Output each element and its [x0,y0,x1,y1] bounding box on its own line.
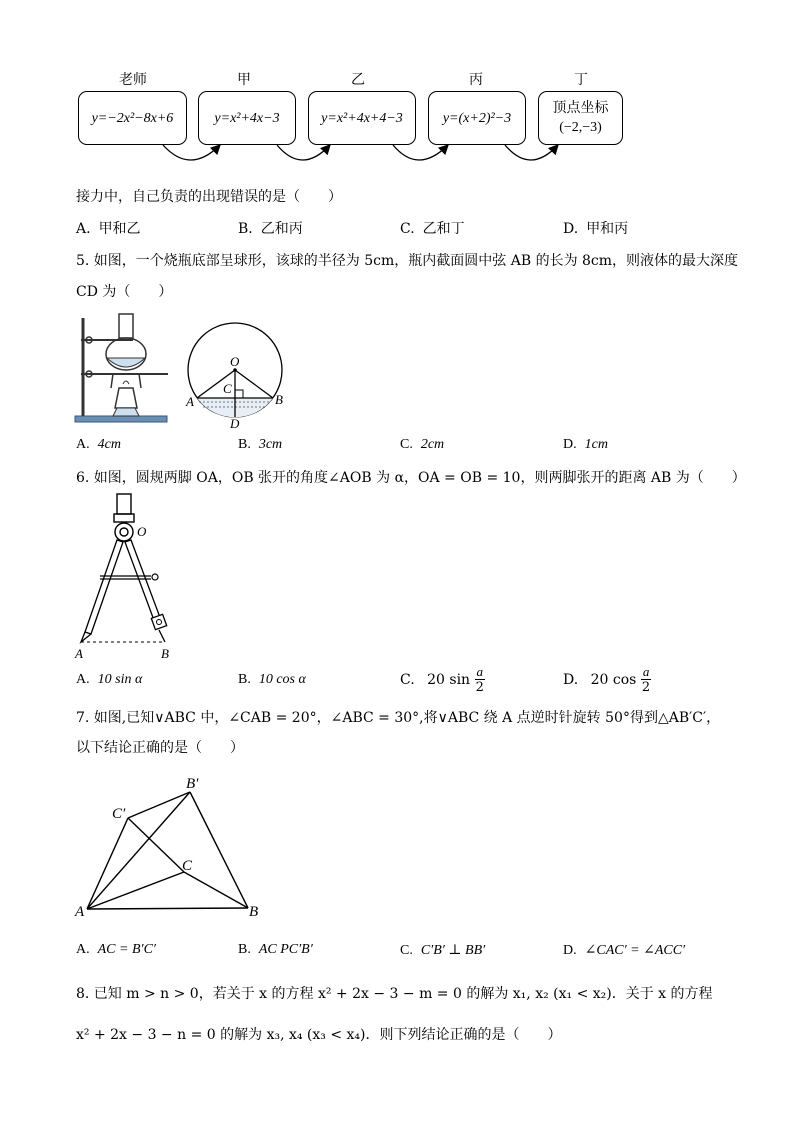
q4-stem: 接力中，自己负责的出现错误的是（ ） [76,189,342,205]
fig5-label-c: C [223,381,232,396]
relay-box-bing-text: y=(x+2)²−3 [442,110,512,126]
relay-arrows [0,0,794,200]
q5-option-d[interactable]: D. 1cm [563,437,608,452]
q6-option-c[interactable]: C. 20 sin $\frac{a}{2}$ [400,664,484,695]
relay-label-yi: 乙 [351,72,365,88]
relay-label-teacher: 老师 [119,72,147,88]
fig6-label-a: A [75,646,83,661]
fig6-label-b: B [161,646,169,661]
fig7-label-b-prime: B′ [186,776,199,792]
q7-option-b[interactable]: B. AC PC′B′ [238,942,313,957]
relay-arrow-2 [277,145,330,160]
q4-option-a[interactable]: A. 甲和乙 [76,221,141,237]
q7-stem-line1: 7. 如图,已知∨ABC 中，∠CAB = 20°，∠ABC = 30°,将∨ABC 绕 A 点逆时针旋转 50°得到△AB′C′， [76,710,721,726]
q5-option-b[interactable]: B. 3cm [238,437,283,452]
q6-option-d[interactable]: D. 20 cos $\frac{a}{2}$ [563,664,651,695]
q7-stem-line2: 以下结论正确的是（ ） [76,740,244,756]
relay-box-jia-text: y=x²+4x−3 [214,110,280,126]
relay-label-jia: 甲 [237,72,251,88]
compass-figure [73,492,183,662]
fig7-label-b: B [249,904,259,920]
q6-stem: 6. 如图，圆规两脚 OA，OB 张开的角度∠AOB 为 α，OA = OB = 10，则两脚张开的距离 AB 为（ ） [76,470,746,486]
q5-stem-line1: 5. 如图，一个烧瓶底部呈球形，该球的半径为 5cm，瓶内截面圆中弦 AB 的长为 8cm，则液体的最大深度 [76,253,739,269]
q7-option-a[interactable]: A. AC = B′C′ [76,942,156,957]
relay-box-ding-line1: 顶点坐标 [552,101,609,116]
fig7-label-a: A [75,904,85,920]
q4-option-b[interactable]: B. 乙和丙 [238,221,303,237]
fig5-label-a: A [186,394,194,409]
q6-option-b[interactable]: B. 10 cos α [238,672,306,687]
fig5-label-o: O [230,354,240,369]
rotation-triangle-figure [72,772,272,922]
q5-option-c[interactable]: C. 2cm [400,437,445,452]
relay-box-ding-line2: (−2,−3) [559,120,602,135]
circle-chord-figure [187,320,297,430]
q6-option-a[interactable]: A. 10 sin α [76,672,143,687]
fig6-label-o: O [137,524,147,539]
relay-arrow-4 [505,145,558,160]
q7-option-d[interactable]: D. ∠CAC′ = ∠ACC′ [563,943,686,958]
q4-option-c[interactable]: C. 乙和丁 [400,221,465,237]
q4-option-d[interactable]: D. 甲和丙 [563,221,629,237]
relay-label-ding: 丁 [574,72,588,88]
relay-label-bing: 丙 [469,72,483,88]
fig5-label-d: D [230,416,240,431]
relay-arrow-3 [393,145,448,160]
q5-stem-line2: CD 为（ ） [76,284,173,300]
fig7-label-c: C [182,858,193,874]
relay-arrow-1 [163,145,220,160]
fig5-label-b: B [275,392,283,407]
flask-figure [73,308,173,423]
relay-box-teacher-text: y=−2x²−8x+6 [91,110,174,126]
relay-box-yi-text: y=x²+4x+4−3 [321,110,403,126]
q8-stem-line1: 8. 已知 m > n > 0，若关于 x 的方程 x² + 2x − 3 − m = 0 的解为 x₁, x₂ (x₁ < x₂)．关于 x 的方程 [76,986,713,1002]
q7-option-c[interactable]: C. C′B′ ⊥ BB′ [400,943,486,958]
fig7-label-c-prime: C′ [112,806,126,822]
q8-stem-line2: x² + 2x − 3 − n = 0 的解为 x₃, x₄ (x₃ < x₄)．则下列结论正确的是（ ） [76,1027,562,1043]
q5-option-a[interactable]: A. 4cm [76,437,121,452]
